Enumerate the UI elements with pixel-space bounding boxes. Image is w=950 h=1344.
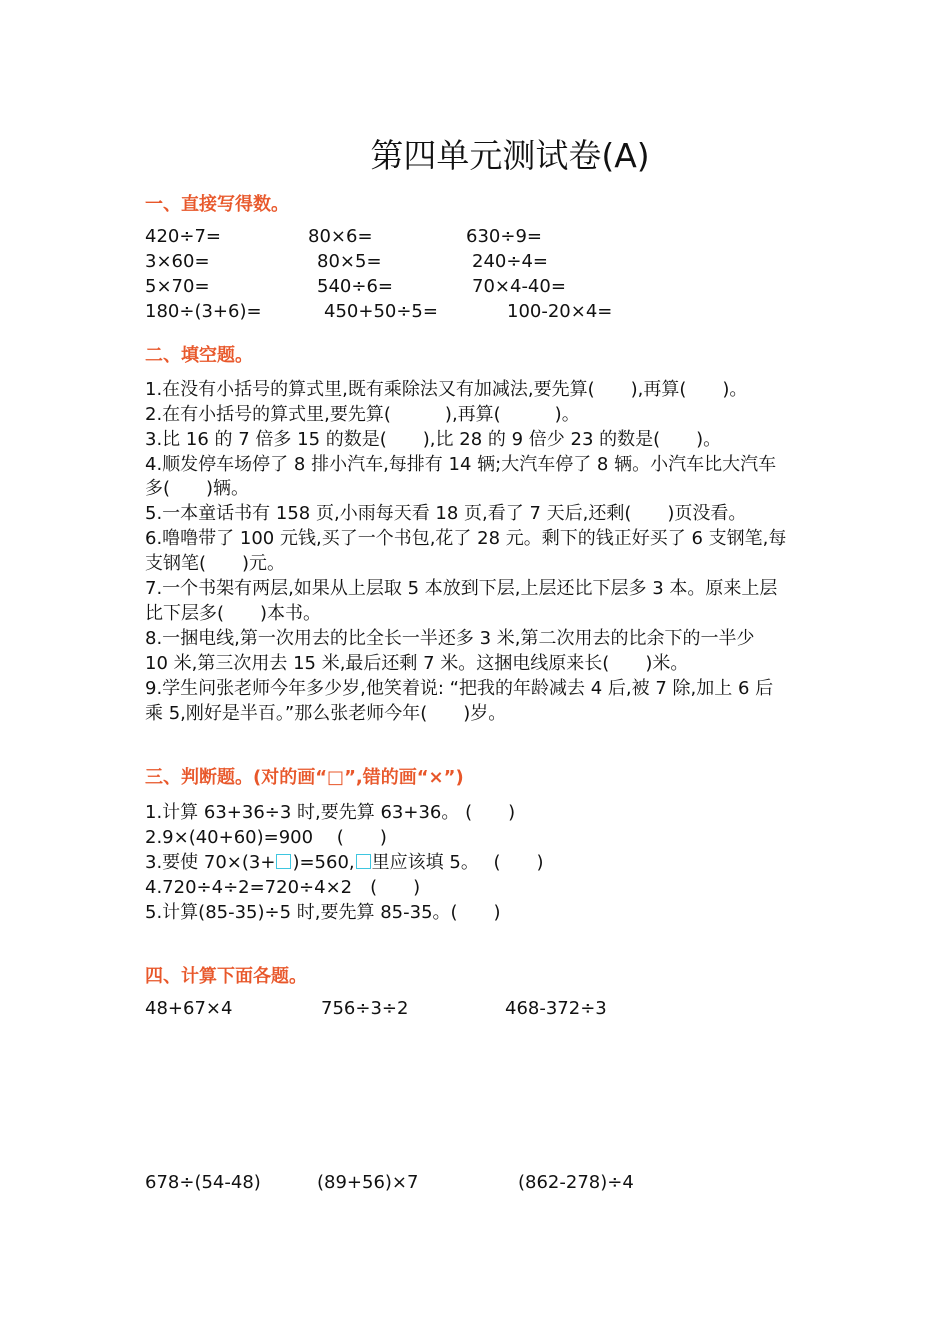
problem-cell: 70×4-40= [472, 276, 566, 297]
calc-problem: 468-372÷3 [505, 998, 607, 1019]
fill-question-line: 乘 5,刚好是半百。”那么张老师今年( )岁。 [145, 703, 507, 724]
judge-q3-part-a: 3.要使 70×(3+ [145, 852, 276, 873]
problem-cell: 80×5= [317, 251, 382, 272]
problem-cell: 100-20×4= [507, 301, 613, 322]
judge-question-3 [145, 848, 544, 874]
fill-question-line: 5.一本童话书有 158 页,小雨每天看 18 页,看了 7 天后,还剩( )页没看。 [145, 503, 747, 524]
problem-cell: 3×60= [145, 251, 210, 272]
fill-question-line: 6.噜噜带了 100 元钱,买了一个书包,花了 28 元。剩下的钱正好买了 6 支钢笔,每 [145, 528, 787, 549]
judge-question-5: 5.计算(85-35)÷5 时,要先算 85-35。( ) [145, 902, 501, 923]
fill-question-line: 10 米,第三次用去 15 米,最后还剩 7 米。这捆电线原来长( )米。 [145, 653, 689, 674]
fill-question-line: 比下层多( )本书。 [145, 603, 322, 624]
judge-question-4: 4.720÷4÷2=720÷4×2 ( ) [145, 877, 421, 898]
problem-cell: 180÷(3+6)= [145, 301, 262, 322]
fill-question-line: 7.一个书架有两层,如果从上层取 5 本放到下层,上层还比下层多 3 本。原来上层 [145, 578, 778, 599]
judge-question-2: 2.9×(40+60)=900 ( ) [145, 827, 387, 848]
calc-problem: (862-278)÷4 [518, 1172, 634, 1193]
fill-question-line: 4.顺发停车场停了 8 排小汽车,每排有 14 辆;大汽车停了 8 辆。小汽车比大汽车 [145, 454, 777, 475]
fill-question-line: 支钢笔( )元。 [145, 553, 286, 574]
blank-square-icon [356, 854, 371, 869]
problem-cell: 420÷7= [145, 226, 221, 247]
fill-question-line: 3.比 16 的 7 倍多 15 的数是( ),比 28 的 9 倍少 23 的数是( )。 [145, 429, 722, 450]
fill-question-line: 多( )辆。 [145, 478, 250, 499]
page-title: 第四单元测试卷(A) [370, 136, 650, 175]
calc-problem: (89+56)×7 [317, 1172, 419, 1193]
fill-question-line: 9.学生问张老师今年多少岁,他笑着说: “把我的年龄减去 4 后,被 7 除,加上 6 后 [145, 678, 774, 699]
calc-problem: 756÷3÷2 [321, 998, 409, 1019]
calc-problem: 48+67×4 [145, 998, 233, 1019]
section-3-heading: 三、判断题。(对的画“□”,错的画“×”) [145, 767, 464, 788]
problem-cell: 5×70= [145, 276, 210, 297]
problem-cell: 450+50÷5= [324, 301, 438, 322]
blank-square-icon [276, 854, 291, 869]
fill-question-line: 2.在有小括号的算式里,要先算( ),再算( )。 [145, 404, 580, 425]
problem-cell: 630÷9= [466, 226, 542, 247]
section-1-heading: 一、直接写得数。 [145, 194, 289, 215]
fill-question-line: 1.在没有小括号的算式里,既有乘除法又有加减法,要先算( ),再算( )。 [145, 379, 748, 400]
problem-cell: 80×6= [308, 226, 373, 247]
judge-question-1: 1.计算 63+36÷3 时,要先算 63+36。 ( ) [145, 802, 516, 823]
section-4-heading: 四、计算下面各题。 [145, 966, 307, 987]
judge-q3-part-b: )=560, [292, 852, 355, 873]
problem-cell: 540÷6= [317, 276, 393, 297]
fill-question-line: 8.一捆电线,第一次用去的比全长一半还多 3 米,第二次用去的比余下的一半少 [145, 628, 755, 649]
section-2-heading: 二、填空题。 [145, 345, 253, 366]
problem-cell: 240÷4= [472, 251, 548, 272]
judge-q3-part-c: 里应该填 5。 ( ) [371, 852, 544, 873]
calc-problem: 678÷(54-48) [145, 1172, 261, 1193]
